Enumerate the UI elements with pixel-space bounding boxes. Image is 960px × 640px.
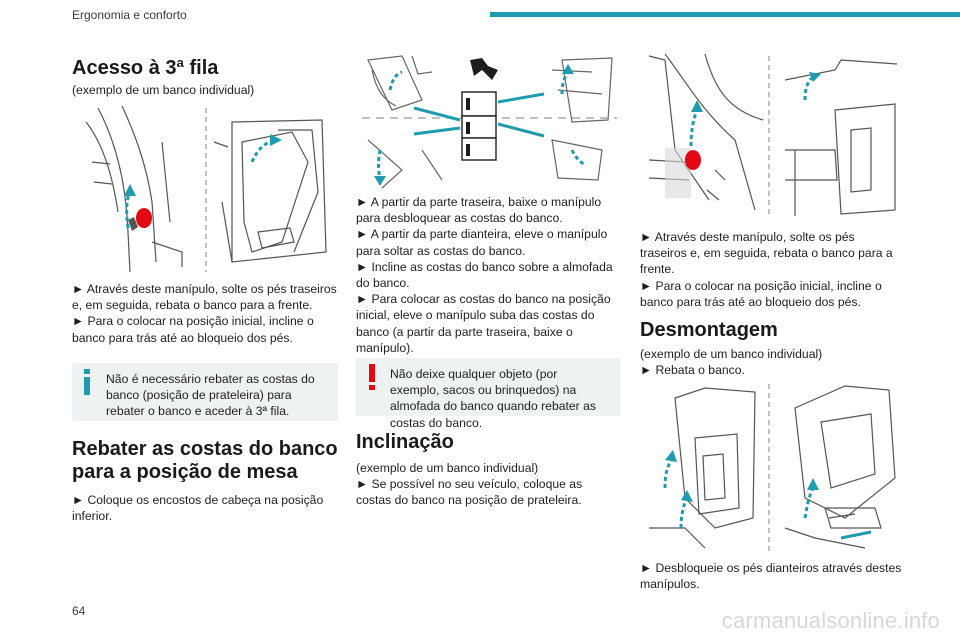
section-title-access-3rd-row: Acesso à 3ª fila [72,57,219,79]
warning-box [356,358,620,430]
running-header: Ergonomia e conforto [72,8,187,22]
seatback-fold-illustration [362,50,617,190]
section-inclination [356,430,620,509]
example-note: (exemplo de um banco individual) [356,461,539,475]
step-text: ► A partir da parte traseira, baixe o manípulo para desbloquear as costas do banco. [356,194,620,226]
step-text: ► Desbloqueie os pés dianteiros através destes manípulos. [640,560,902,592]
watermark-logo: carmanualsonline.info [721,608,940,633]
step-text: ► Coloque os encostos de cabeça na posição inferior. [72,492,340,524]
page-number: 64 [72,604,86,618]
example-note: (exemplo de um banco individual) [640,347,823,361]
column-3-steps [640,229,902,310]
step-text: ► Para colocar as costas do banco na posição inicial, eleve o manípulo suba das costas do banco (a partir da parte traseira, baixe o manípulo). [356,291,620,356]
section-title-removal: Desmontagem [640,319,778,341]
section-removal [640,318,902,378]
step-text: ► Se possível no seu veículo, coloque as costas do banco na posição de prateleira. [356,476,620,508]
column-1 [72,56,342,98]
info-icon [82,369,92,395]
step-text: ► Para o colocar na posição inicial, incline o banco para trás até ao bloqueio dos pés. [72,313,340,345]
header-accent-bar [490,12,960,17]
info-text [82,371,328,420]
title-line: Rebater as costas do banco [72,438,338,460]
seat-release-illustration [645,50,900,220]
step-text: ► Através deste manípulo, solte os pés traseiros e, em seguida, rebata o banco para a frente. [640,229,902,278]
step-text: ► Rebata o banco. [640,362,902,378]
step-text: ► Para o colocar na posição inicial, incline o banco para trás até ao bloqueio dos pés. [640,278,902,310]
seat-removal-illustration [645,378,900,556]
info-text-content: Não é necessário rebater as costas do banco (posição de prateleira) para rebater o banco e aceder à 3ª fila. [106,372,315,419]
title-line: para a posição de mesa [72,461,298,483]
column-2-steps [356,194,620,356]
column-1-steps [72,281,340,346]
column-3-step-b [640,560,902,592]
section-title-inclination: Inclinação [356,431,454,453]
warning-text-content: Não deixe qualquer objeto (por exemplo, sacos ou brinquedos) na almofada do banco quando rebater as costas do banco. [390,367,596,430]
step-text: ► A partir da parte dianteira, eleve o manípulo para soltar as costas do banco. [356,226,620,258]
warning-icon [368,364,376,390]
step-text: ► Através deste manípulo, solte os pés traseiros e, em seguida, rebata o banco para a frente. [72,281,340,313]
section-table-position [72,438,340,524]
section-title-table-position [72,438,340,484]
warning-text [366,366,610,431]
info-box [72,363,338,421]
step-text: ► Incline as costas do banco sobre a almofada do banco. [356,259,620,291]
example-note: (exemplo de um banco individual) [72,83,255,97]
seat-fold-illustration [82,102,338,274]
